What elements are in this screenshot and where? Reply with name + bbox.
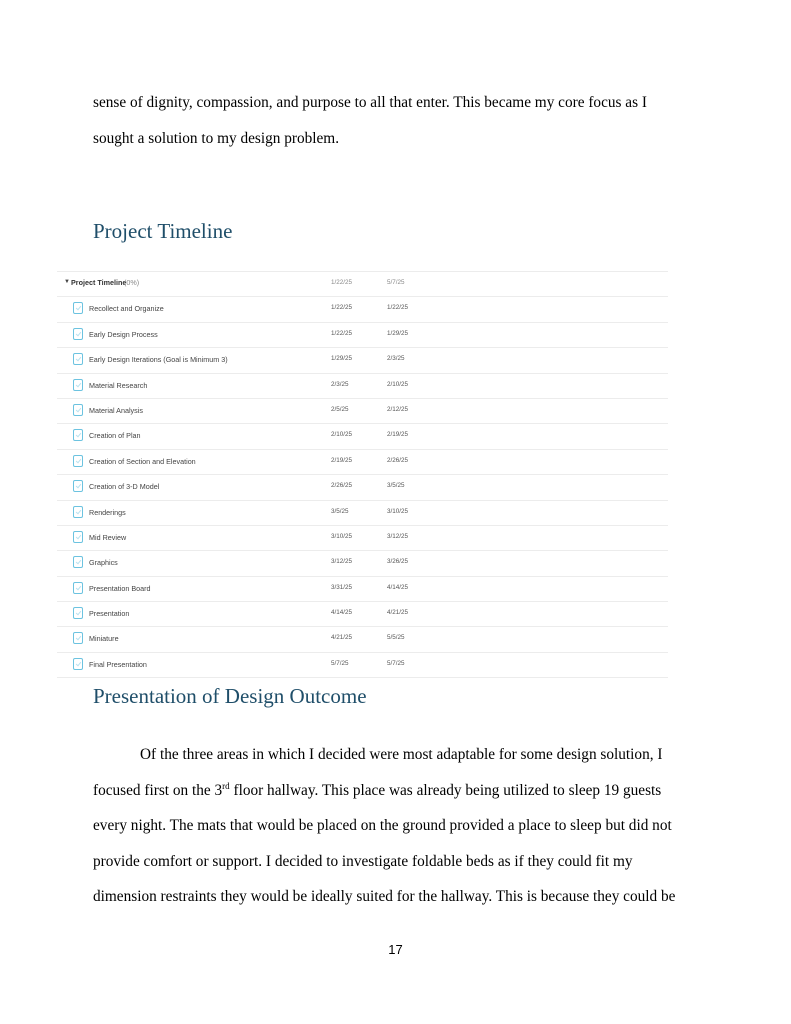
task-checkbox-icon[interactable]: [73, 632, 83, 644]
task-checkbox-icon[interactable]: [73, 607, 83, 619]
task-name: Creation of 3-D Model: [89, 482, 160, 492]
task-name: Creation of Section and Elevation: [89, 456, 196, 466]
task-start-date: 1/22/25: [331, 329, 353, 337]
task-name: Recollect and Organize: [89, 304, 164, 314]
timeline-header-row[interactable]: [57, 272, 668, 297]
task-end-date: 3/26/25: [387, 558, 409, 566]
outcome-heading: Presentation of Design Outcome: [93, 684, 367, 708]
task-start-date: 3/12/25: [331, 558, 353, 566]
task-checkbox-icon[interactable]: [73, 556, 83, 568]
timeline-task-row[interactable]: [57, 297, 668, 322]
task-end-date: 5/7/25: [387, 659, 405, 667]
timeline-task-row[interactable]: [57, 602, 668, 627]
task-checkbox-icon[interactable]: [73, 379, 83, 391]
task-name: Miniature: [89, 634, 119, 644]
outcome-line-4: provide comfort or support. I decided to investigate foldable beds as if they could fit my: [93, 852, 633, 870]
timeline-end-date: 5/7/25: [387, 279, 405, 286]
page-number: 17: [388, 942, 403, 957]
timeline-task-row[interactable]: [57, 653, 668, 678]
timeline-task-row[interactable]: [57, 475, 668, 500]
task-checkbox-icon[interactable]: [73, 429, 83, 441]
task-name: Presentation Board: [89, 583, 151, 593]
timeline-task-row[interactable]: [57, 424, 668, 449]
task-end-date: 2/10/25: [387, 380, 409, 388]
timeline-task-row[interactable]: [57, 501, 668, 526]
timeline-start-date: 1/22/25: [331, 279, 353, 286]
task-name: Early Design Process: [89, 329, 158, 339]
task-end-date: 2/12/25: [387, 405, 409, 413]
timeline-title: Project Timeline: [71, 278, 127, 287]
timeline-task-row[interactable]: [57, 526, 668, 551]
task-start-date: 4/14/25: [331, 609, 353, 617]
task-checkbox-icon[interactable]: [73, 531, 83, 543]
project-timeline-table: [57, 271, 668, 678]
timeline-task-row[interactable]: [57, 348, 668, 373]
task-start-date: 2/26/25: [331, 482, 353, 490]
task-start-date: 2/3/25: [331, 380, 349, 388]
task-start-date: 2/10/25: [331, 431, 353, 439]
task-start-date: 3/10/25: [331, 532, 353, 540]
task-checkbox-icon[interactable]: [73, 506, 83, 518]
task-checkbox-icon[interactable]: [73, 658, 83, 670]
task-name: Presentation: [89, 609, 130, 619]
task-start-date: 2/5/25: [331, 405, 349, 413]
task-end-date: 5/5/25: [387, 634, 405, 642]
timeline-task-list: [57, 297, 668, 678]
task-checkbox-icon[interactable]: [73, 328, 83, 340]
task-name: Mid Review: [89, 532, 127, 542]
timeline-task-row[interactable]: [57, 577, 668, 602]
task-name: Creation of Plan: [89, 431, 141, 441]
timeline-task-row[interactable]: [57, 450, 668, 475]
task-end-date: 1/29/25: [387, 329, 409, 337]
task-start-date: 5/7/25: [331, 659, 349, 667]
timeline-heading: Project Timeline: [93, 219, 233, 243]
task-end-date: 1/22/25: [387, 304, 409, 312]
task-end-date: 4/14/25: [387, 583, 409, 591]
task-start-date: 3/31/25: [331, 583, 353, 591]
task-checkbox-icon[interactable]: [73, 404, 83, 416]
task-end-date: 2/19/25: [387, 431, 409, 439]
task-end-date: 2/3/25: [387, 355, 405, 363]
task-start-date: 1/22/25: [331, 304, 353, 312]
timeline-percent: (0%): [124, 278, 140, 287]
outcome-line-1: Of the three areas in which I decided were most adaptable for some design solution, I: [140, 746, 663, 763]
outcome-line-2a: focused first on the 3: [93, 781, 223, 799]
task-start-date: 1/29/25: [331, 355, 353, 363]
task-checkbox-icon[interactable]: [73, 582, 83, 594]
task-checkbox-icon[interactable]: [73, 480, 83, 492]
task-name: Material Research: [89, 380, 148, 390]
task-end-date: 4/21/25: [387, 609, 409, 617]
task-name: Graphics: [89, 558, 118, 568]
collapse-caret-icon[interactable]: ▼: [64, 279, 70, 285]
task-name: Early Design Iterations (Goal is Minimum 3): [89, 355, 228, 365]
task-start-date: 3/5/25: [331, 507, 349, 515]
timeline-task-row[interactable]: [57, 551, 668, 576]
task-start-date: 2/19/25: [331, 456, 353, 464]
outcome-line-5: dimension restraints they would be ideally suited for the hallway. This is because they could be: [93, 888, 676, 905]
task-end-date: 2/26/25: [387, 456, 409, 464]
task-end-date: 3/5/25: [387, 482, 405, 490]
task-end-date: 3/12/25: [387, 532, 409, 540]
task-end-date: 3/10/25: [387, 507, 409, 515]
timeline-task-row[interactable]: [57, 374, 668, 399]
task-checkbox-icon[interactable]: [73, 455, 83, 467]
task-checkbox-icon[interactable]: [73, 353, 83, 365]
task-name: Final Presentation: [89, 659, 147, 669]
timeline-task-row[interactable]: [57, 627, 668, 652]
outcome-line-3: every night. The mats that would be placed on the ground provided a place to sleep but did not: [93, 817, 672, 834]
ordinal-superscript: rd: [222, 780, 230, 791]
outcome-paragraph: [93, 737, 713, 915]
intro-line-2: sought a solution to my design problem.: [93, 129, 340, 147]
timeline-task-row[interactable]: [57, 399, 668, 424]
task-name: Renderings: [89, 507, 126, 517]
task-name: Material Analysis: [89, 405, 143, 415]
outcome-line-2b: floor hallway. This place was already being utilized to sleep 19 guests: [229, 781, 662, 799]
task-checkbox-icon[interactable]: [73, 302, 83, 314]
timeline-task-row[interactable]: [57, 323, 668, 348]
intro-paragraph: [93, 85, 693, 156]
task-start-date: 4/21/25: [331, 634, 353, 642]
intro-line-1: sense of dignity, compassion, and purpose to all that enter. This became my core focus as I: [93, 94, 647, 111]
